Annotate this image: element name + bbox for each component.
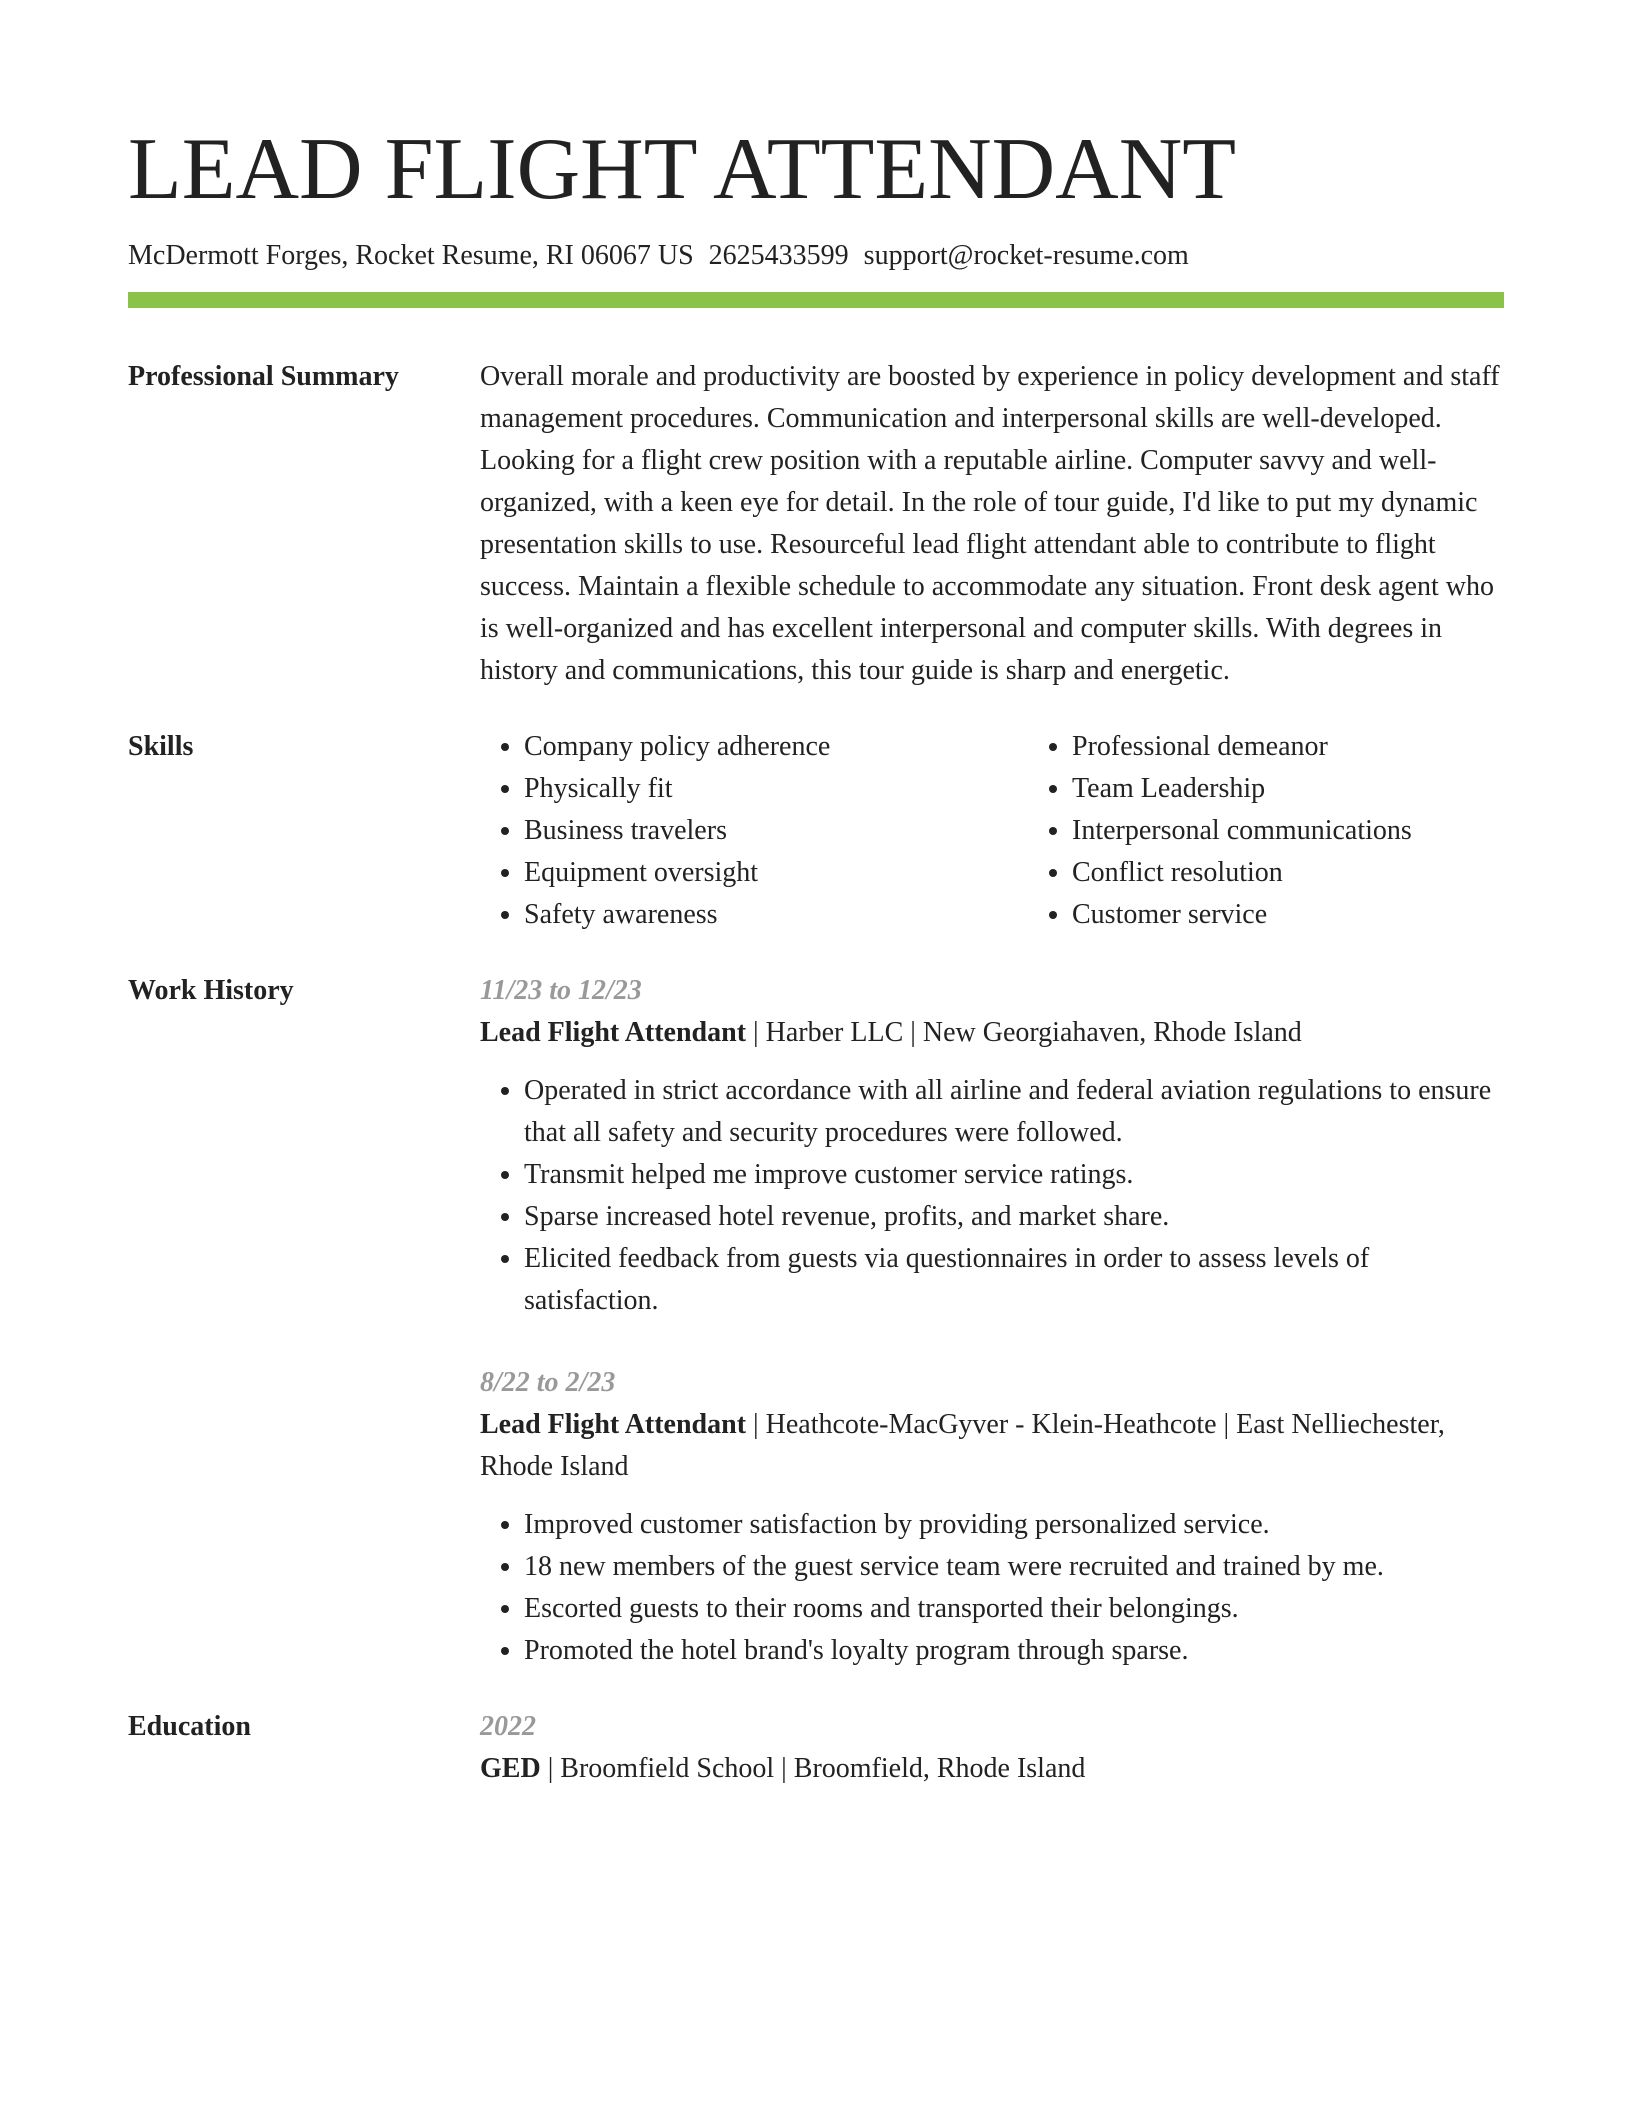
section-heading: Education bbox=[128, 1711, 251, 1742]
section-heading: Work History bbox=[128, 975, 294, 1006]
skills-column-right bbox=[1028, 726, 1576, 936]
job-bullet: • Escorted guests to their rooms and transported their belongings. bbox=[524, 1588, 1504, 1630]
job-bullet: • Sparse increased hotel revenue, profits, and market share. bbox=[524, 1196, 1504, 1238]
skill-item: • Conflict resolution bbox=[1072, 852, 1576, 894]
job-dates: 11/23 to 12/23 bbox=[480, 975, 642, 1006]
skill-item: • Team Leadership bbox=[1072, 768, 1576, 810]
skill-item: • Equipment oversight bbox=[524, 852, 1028, 894]
job-details: | Heathcote-MacGyver - Klein-Heathcote | East Nelliechester, Rhode Island bbox=[480, 1409, 1445, 1482]
job-bullet: • Elicited feedback from guests via questionnaires in order to assess levels of satisfaction. bbox=[524, 1238, 1504, 1322]
resume-name: LEAD FLIGHT ATTENDANT bbox=[128, 121, 1237, 218]
job-entry bbox=[480, 1362, 1504, 1672]
section-summary bbox=[128, 356, 1504, 692]
header-divider bbox=[128, 292, 1504, 308]
education-line bbox=[480, 1748, 1504, 1790]
job-bullet: • Improved customer satisfaction by providing personalized service. bbox=[524, 1504, 1504, 1546]
skill-item: • Customer service bbox=[1072, 894, 1576, 936]
education-details: | Broomfield School | Broomfield, Rhode Island bbox=[540, 1753, 1086, 1784]
job-role-line bbox=[480, 1012, 1504, 1054]
job-bullet: • Transmit helped me improve customer service ratings. bbox=[524, 1154, 1504, 1196]
section-content bbox=[480, 1706, 1504, 1790]
section-heading: Professional Summary bbox=[128, 361, 399, 392]
job-entry bbox=[480, 970, 1504, 1322]
contact-phone: 2625433599 bbox=[708, 240, 849, 271]
contact-email: support@rocket-resume.com bbox=[863, 240, 1189, 271]
contact-address: McDermott Forges, Rocket Resume, RI 06067 US bbox=[128, 240, 694, 271]
education-dates: 2022 bbox=[480, 1711, 536, 1742]
section-work-history bbox=[128, 970, 1504, 1672]
job-details: | Harber LLC | New Georgiahaven, Rhode Island bbox=[746, 1017, 1302, 1048]
summary-text: Overall morale and productivity are boosted by experience in policy development and staff management procedures. Communication and interpersonal skills are well-developed. Looking for a flight crew position with a reputable airline. Computer savvy and well-organized, with a keen eye for detail. In the role of tour guide, I'd like to put my dynamic presentation skills to use. Resourceful lead flight attendant able to contribute to flight success. Maintain a flexible schedule to accommodate any situation. Front desk agent who is well-organized and has excellent interpersonal and computer skills. With degrees in history and communications, this tour guide is sharp and energetic. bbox=[480, 361, 1500, 686]
skill-item: • Company policy adherence bbox=[524, 726, 1028, 768]
job-role-line bbox=[480, 1404, 1504, 1488]
job-bullet: • Operated in strict accordance with all airline and federal aviation regulations to ensure that all safety and security procedures were followed. bbox=[524, 1070, 1504, 1154]
contact-line bbox=[128, 236, 1504, 276]
skill-item: • Safety awareness bbox=[524, 894, 1028, 936]
job-bullets bbox=[480, 1504, 1504, 1672]
skill-item: • Physically fit bbox=[524, 768, 1028, 810]
job-dates: 8/22 to 2/23 bbox=[480, 1367, 616, 1398]
section-education bbox=[128, 1706, 1504, 1790]
skills-grid bbox=[480, 726, 1576, 936]
section-content bbox=[480, 356, 1504, 692]
section-skills bbox=[128, 726, 1504, 936]
job-title: Lead Flight Attendant bbox=[480, 1409, 747, 1440]
job-bullets bbox=[480, 1070, 1504, 1322]
section-heading: Skills bbox=[128, 731, 194, 762]
skill-item: • Professional demeanor bbox=[1072, 726, 1576, 768]
skill-item: • Business travelers bbox=[524, 810, 1028, 852]
job-bullet: • Promoted the hotel brand's loyalty program through sparse. bbox=[524, 1630, 1504, 1672]
skill-item: • Interpersonal communications bbox=[1072, 810, 1576, 852]
education-degree: GED bbox=[480, 1753, 541, 1784]
job-title: Lead Flight Attendant bbox=[480, 1017, 747, 1048]
section-content bbox=[480, 970, 1504, 1672]
skills-column-left bbox=[480, 726, 1028, 936]
job-bullet: • 18 new members of the guest service team were recruited and trained by me. bbox=[524, 1546, 1504, 1588]
